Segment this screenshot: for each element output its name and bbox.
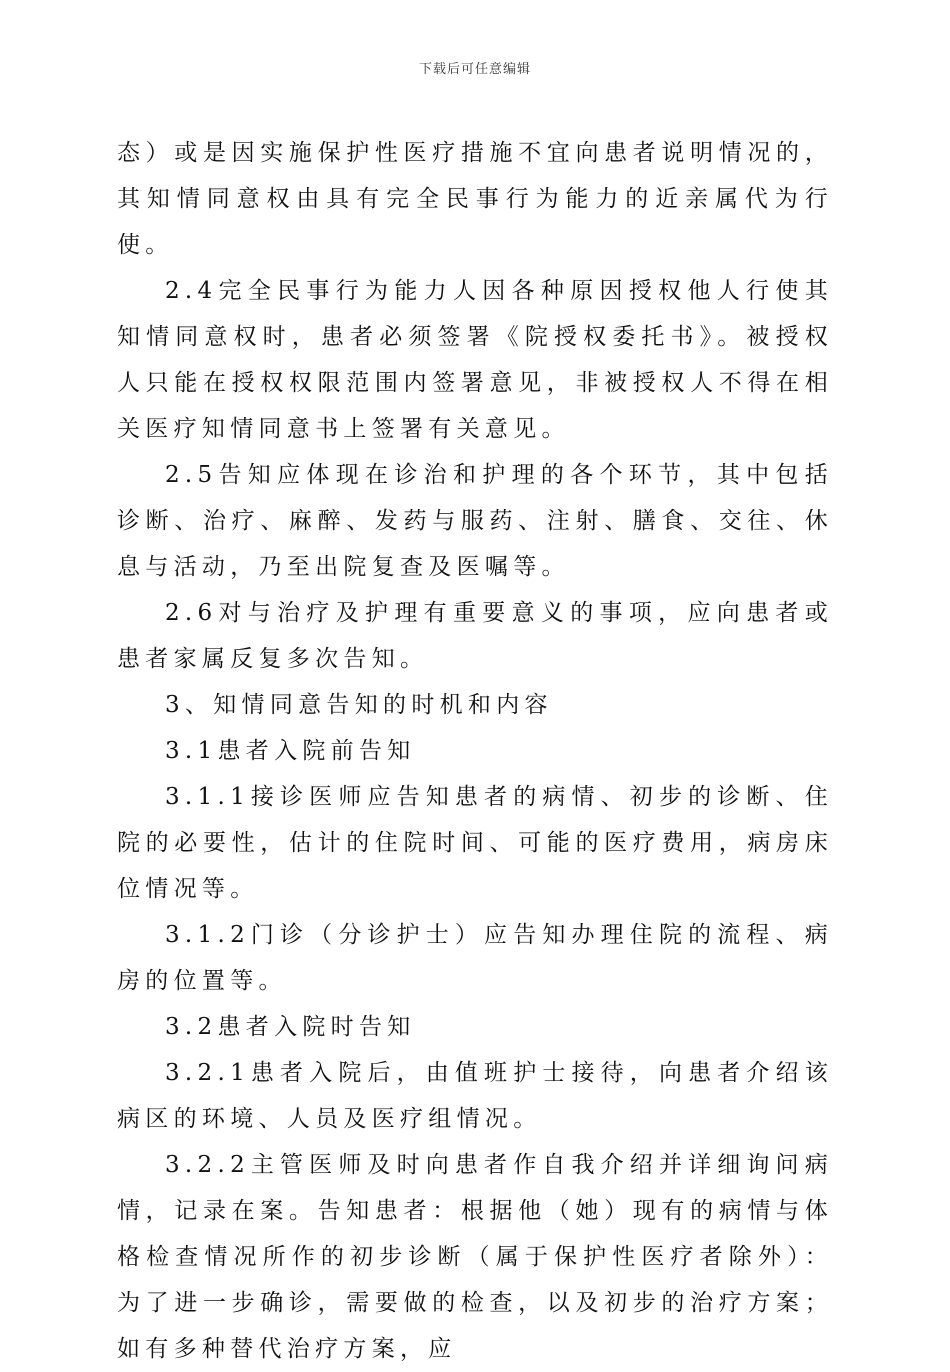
- subsection-heading: 3.2患者入院时告知: [165, 1014, 416, 1040]
- paragraph: 3.1.1接诊医师应告知患者的病情、初步的诊断、住院的必要性，估计的住院时间、可能的医疗费用，病房床位情况等。: [117, 784, 833, 902]
- paragraph: 2.4完全民事行为能力人因各种原因授权他人行使其知情同意权时，患者必须签署《院授权委托书》。被授权人只能在授权权限范围内签署意见，非被授权人不得在相关医疗知情同意书上签署有关意见。: [117, 278, 833, 442]
- document-body: [117, 130, 833, 1372]
- paragraph: 2.5告知应体现在诊治和护理的各个环节，其中包括诊断、治疗、麻醉、发药与服药、注射、膳食、交往、休息与活动，乃至出院复查及医嘱等。: [117, 462, 833, 580]
- paragraph: 3.1.2门诊（分诊护士）应告知办理住院的流程、病房的位置等。: [117, 922, 833, 994]
- section-heading: 3、知情同意告知的时机和内容: [165, 692, 553, 718]
- paragraph: 2.6对与治疗及护理有重要意义的事项，应向患者或患者家属反复多次告知。: [117, 600, 833, 672]
- subsection-heading: 3.1患者入院前告知: [165, 738, 416, 764]
- paragraph: 3.2.1患者入院后，由值班护士接待，向患者介绍该病区的环境、人员及医疗组情况。: [117, 1060, 833, 1132]
- paragraph: 3.2.2主管医师及时向患者作自我介绍并详细询问病情，记录在案。告知患者：根据他（她）现有的病情与体格检查情况所作的初步诊断（属于保护性医疗者除外）：为了进一步确诊，需要做的检查，以及初步的治疗方案；如有多种替代治疗方案，应: [117, 1152, 833, 1362]
- page-header-note: 下载后可任意编辑: [418, 62, 531, 77]
- paragraph: 态）或是因实施保护性医疗措施不宜向患者说明情况的，其知情同意权由具有完全民事行为能力的近亲属代为行使。: [117, 140, 833, 258]
